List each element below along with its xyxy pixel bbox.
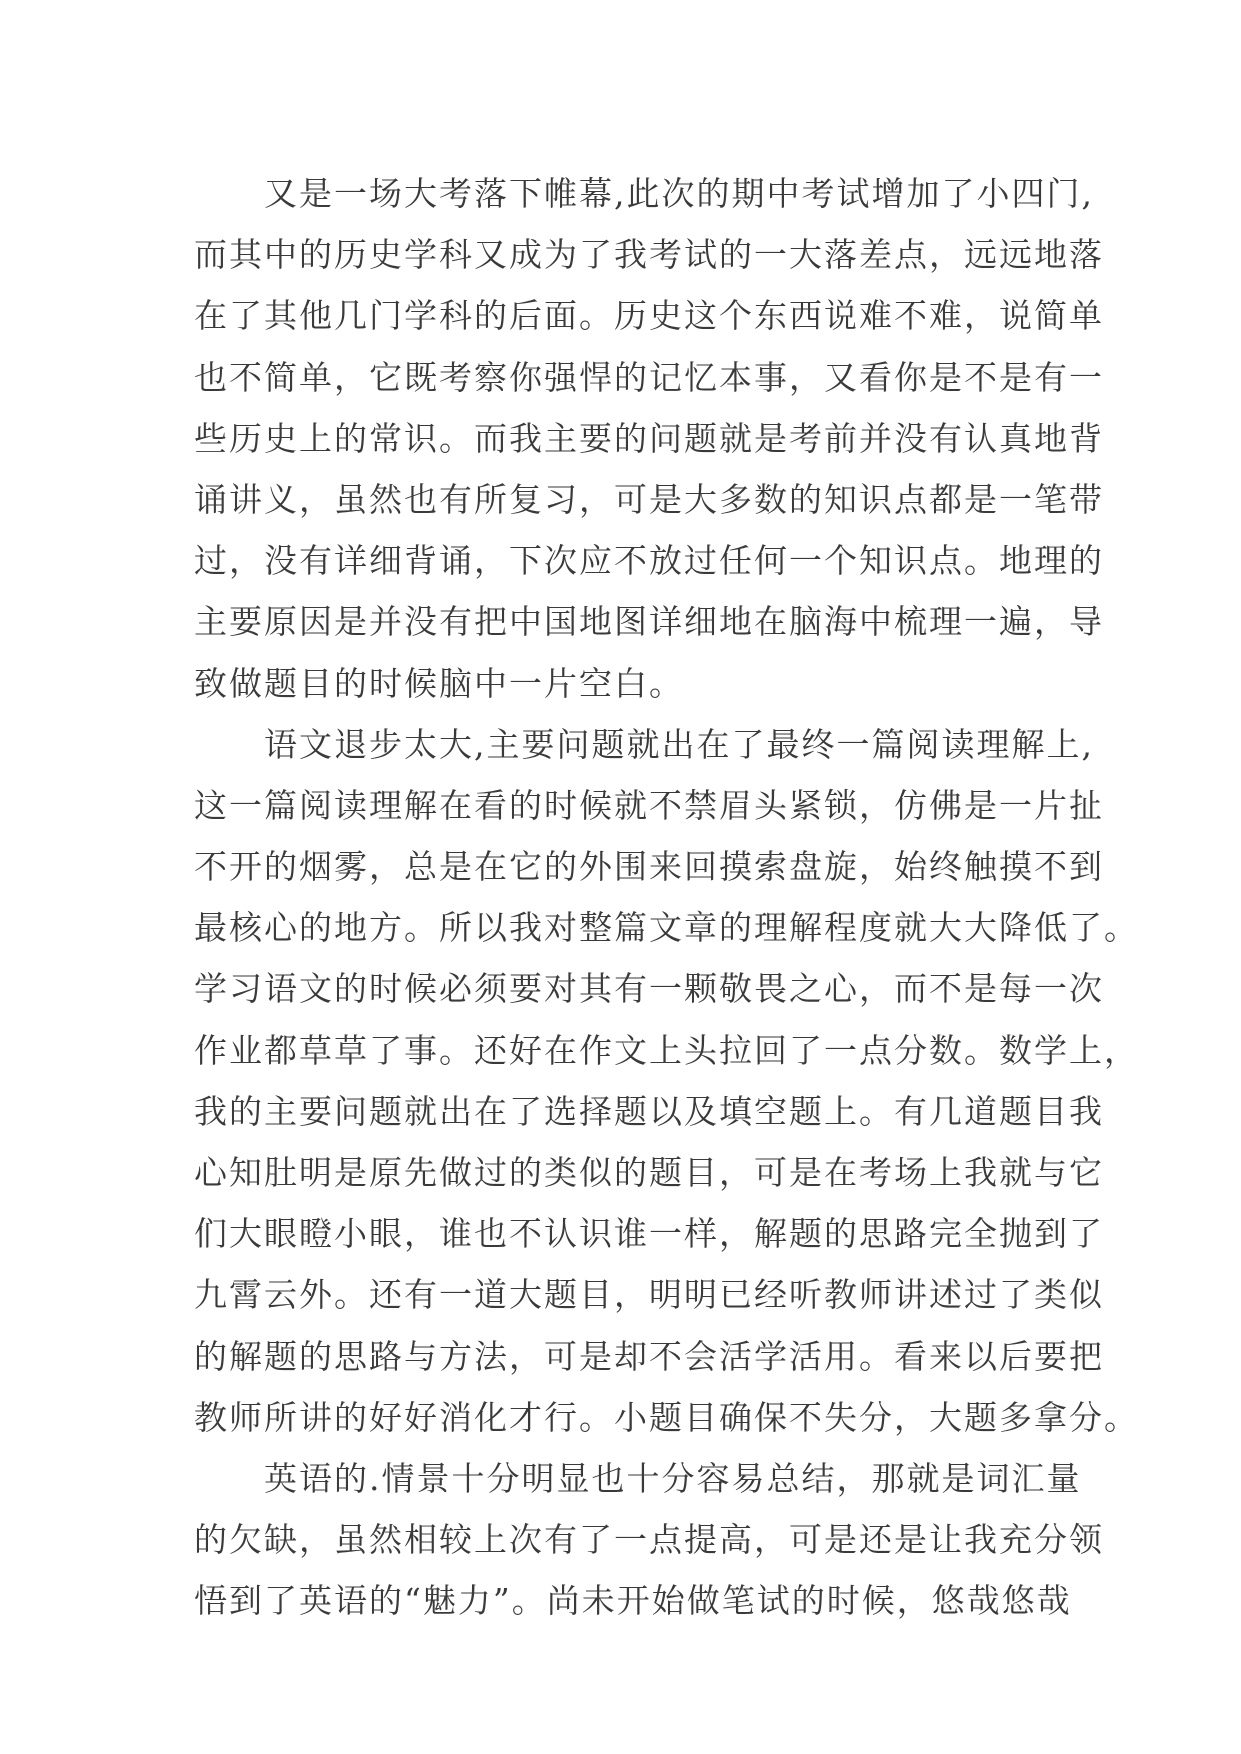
text-line: 语文退步太大,主要问题就出在了最终一篇阅读理解上,	[194, 724, 1094, 764]
text-line: 的解题的思路与方法，可是却不会活学活用。看来以后要把	[194, 1336, 1104, 1376]
text-line: 最核心的地方。所以我对整篇文章的理解程度就大大降低了。	[194, 908, 1139, 948]
text-line: 我的主要问题就出在了选择题以及填空题上。有几道题目我	[194, 1091, 1104, 1131]
text-line: 这一篇阅读理解在看的时候就不禁眉头紧锁，仿佛是一片扯	[194, 785, 1104, 825]
text-line: 英语的.情景十分明显也十分容易总结，那就是词汇量	[194, 1458, 1082, 1498]
text-line: 的欠缺，虽然相较上次有了一点提高，可是还是让我充分领	[194, 1520, 1104, 1560]
text-line: 心知肚明是原先做过的类似的题目，可是在考场上我就与它	[194, 1153, 1104, 1192]
text-line: 不开的烟雾，总是在它的外围来回摸索盘旋，始终触摸不到	[194, 847, 1104, 887]
text-line: 在了其他几门学科的后面。历史这个东西说难不难，说简单	[194, 296, 1104, 336]
text-line: 致做题目的时候脑中一片空白。	[194, 663, 684, 703]
text-line: 过，没有详细背诵，下次应不放过任何一个知识点。地理的	[194, 541, 1104, 581]
text-line: 教师所讲的好好消化才行。小题目确保不失分，大题多拿分。	[194, 1397, 1139, 1437]
text-line: 又是一场大考落下帷幕,此次的期中考试增加了小四门,	[194, 174, 1094, 213]
text-line: 而其中的历史学科又成为了我考试的一大落差点，远远地落	[194, 235, 1104, 275]
text-line: 悟到了英语的“魅力”。尚未开始做笔试的时候，悠哉悠哉	[194, 1581, 1072, 1621]
text-line: 也不简单，它既考察你强悍的记忆本事，又看你是不是有一	[194, 357, 1104, 397]
document-body	[194, 163, 1139, 1632]
text-line: 们大眼瞪小眼，谁也不认识谁一样，解题的思路完全抛到了	[194, 1214, 1104, 1254]
text-line: 学习语文的时候必须要对其有一颗敬畏之心，而不是每一次	[194, 969, 1104, 1009]
text-line: 作业都草草了事。还好在作文上头拉回了一点分数。数学上，	[194, 1030, 1139, 1070]
text-line: 主要原因是并没有把中国地图详细地在脑海中梳理一遍，导	[194, 602, 1104, 642]
text-line: 些历史上的常识。而我主要的问题就是考前并没有认真地背	[194, 418, 1104, 458]
text-line: 九霄云外。还有一道大题目，明明已经听教师讲述过了类似	[194, 1275, 1104, 1315]
text-line: 诵讲义，虽然也有所复习，可是大多数的知识点都是一笔带	[194, 479, 1104, 519]
